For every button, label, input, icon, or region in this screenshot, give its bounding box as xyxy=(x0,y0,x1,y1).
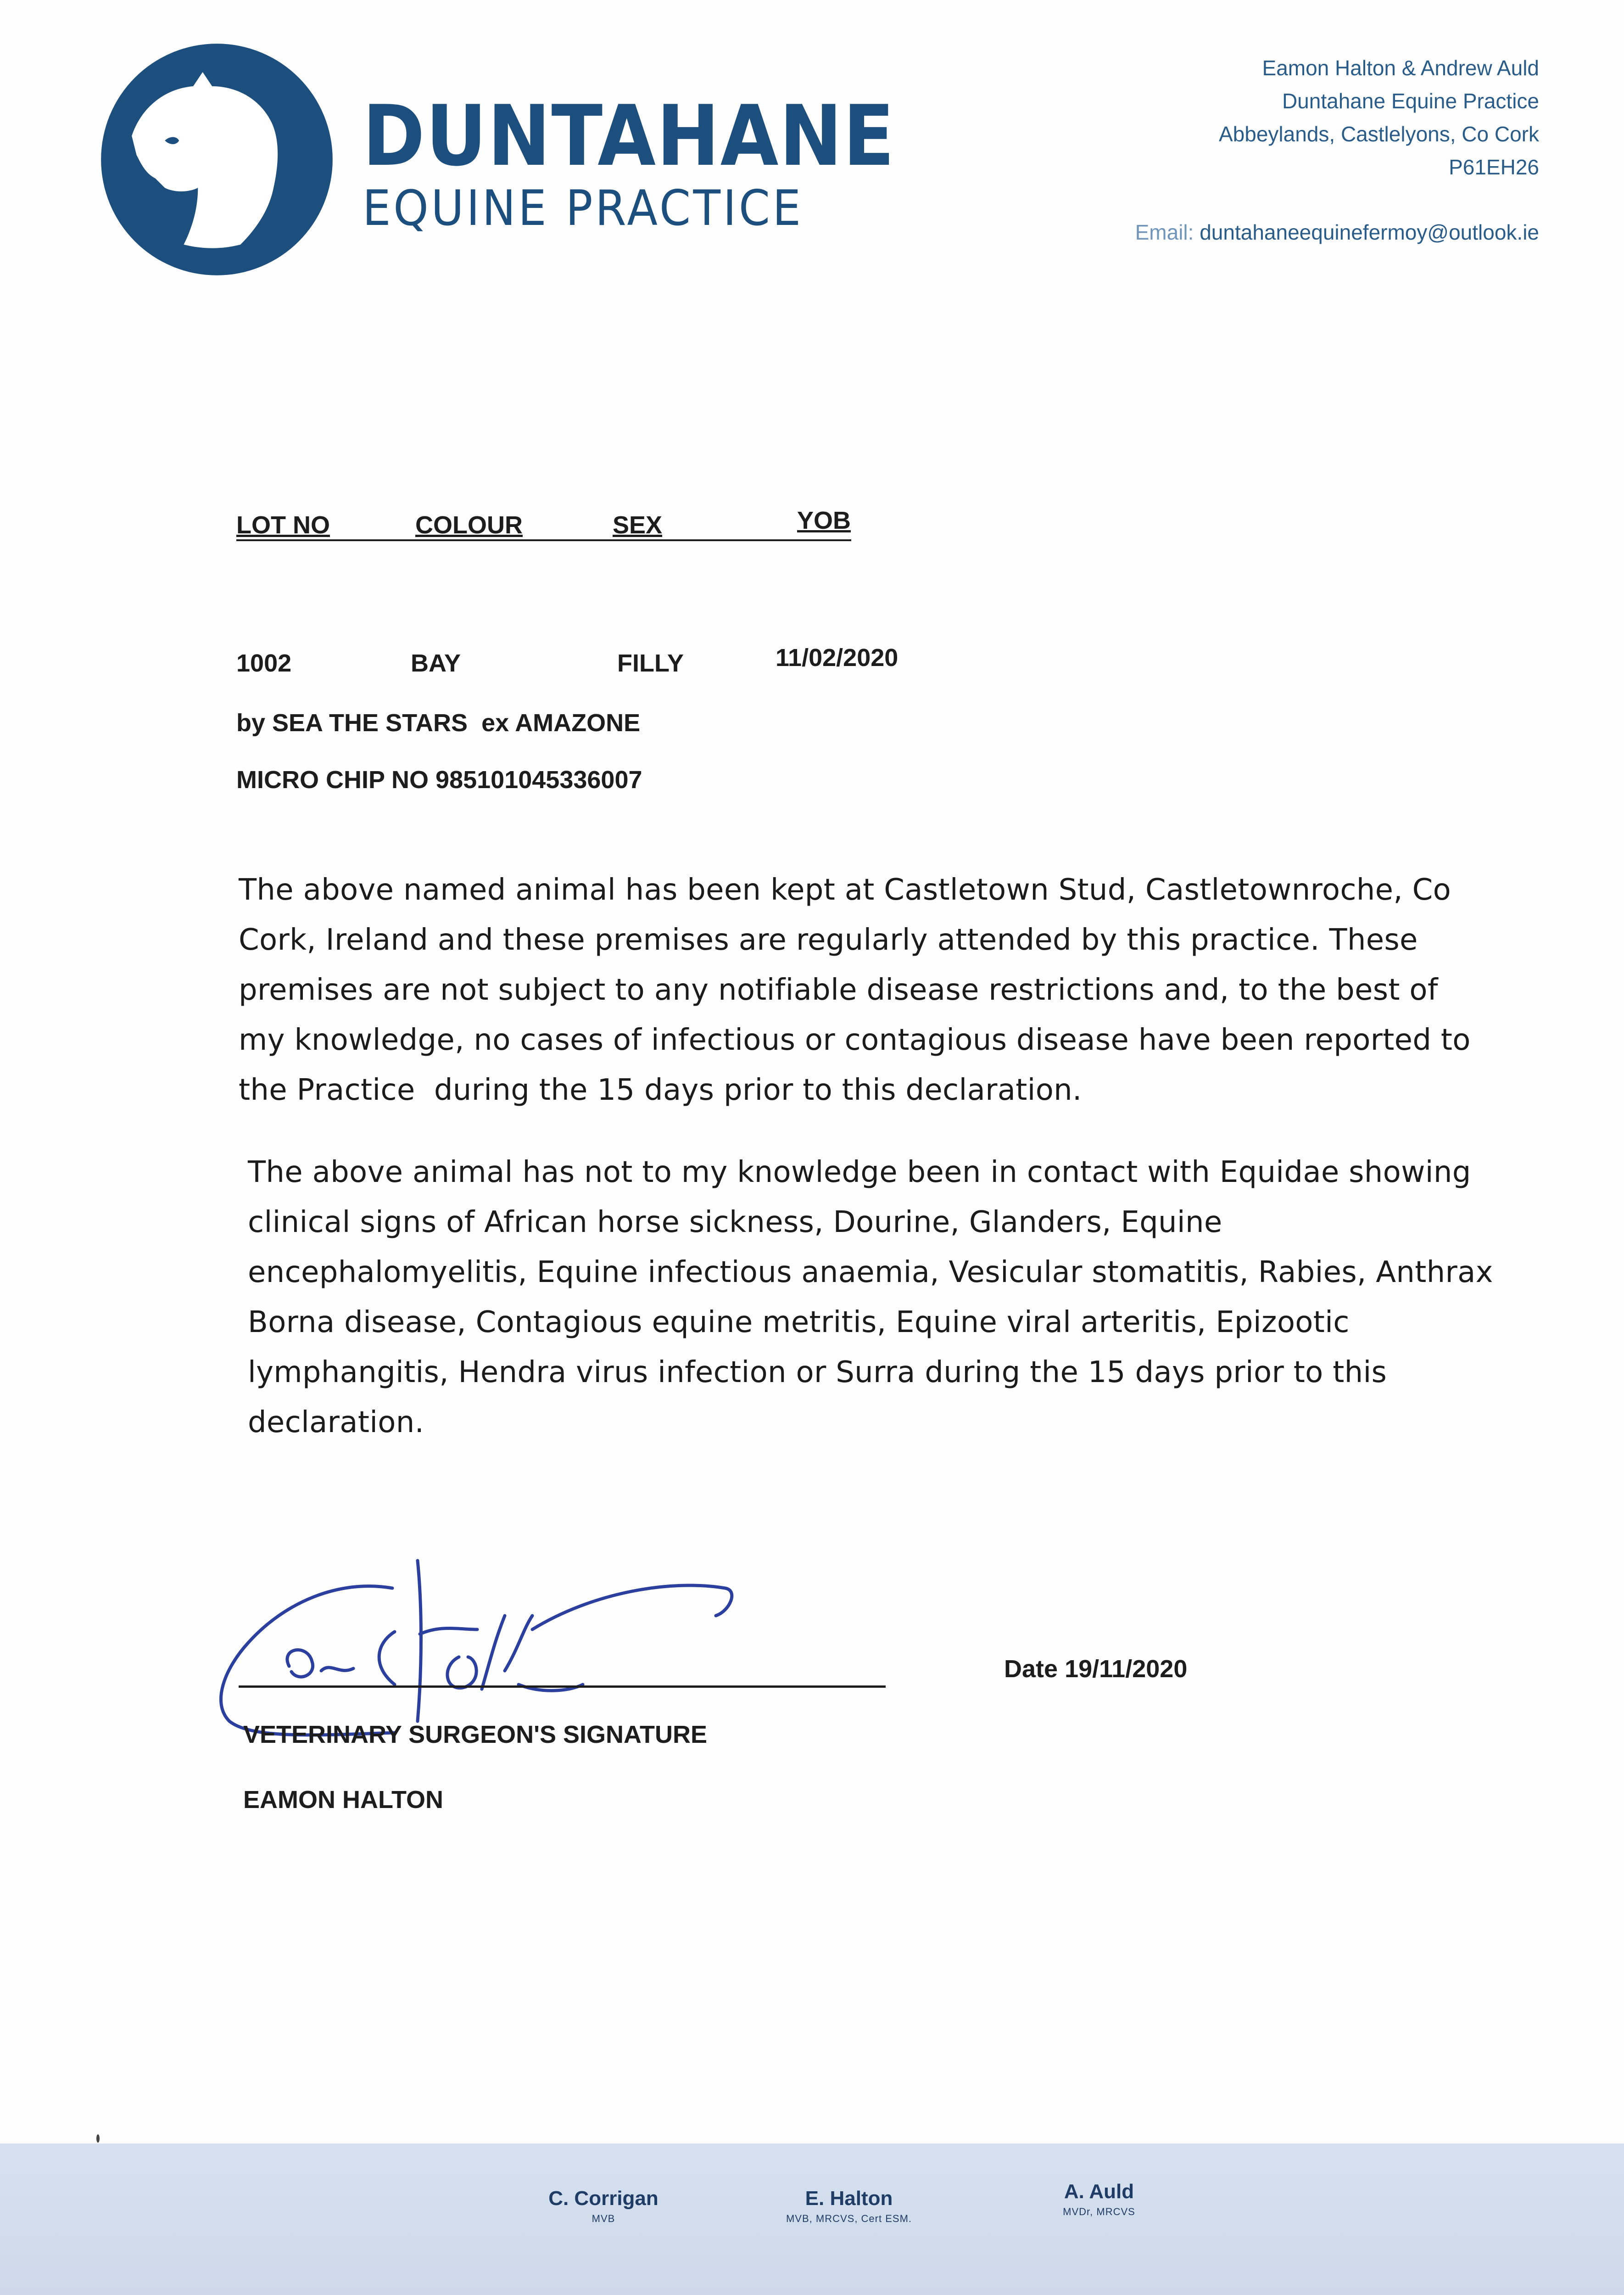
contact-practice: Duntahane Equine Practice xyxy=(1282,89,1539,113)
partner-name: E. Halton xyxy=(805,2187,893,2210)
practice-contact xyxy=(1135,51,1539,249)
vet-name: EAMON HALTON xyxy=(243,1786,443,1814)
header-colour: COLOUR xyxy=(415,511,523,539)
partner-corrigan xyxy=(507,2187,700,2225)
partner-name: A. Auld xyxy=(1064,2180,1134,2203)
partner-qualifications: MVB xyxy=(592,2213,615,2224)
email-address[interactable]: duntahaneequinefermoy@outlook.ie xyxy=(1200,220,1539,244)
date-label: Date xyxy=(1004,1655,1058,1683)
microchip-label: MICRO CHIP NO xyxy=(236,766,429,794)
header-yob: YOB xyxy=(797,507,851,534)
contact-partners: Eamon Halton & Andrew Auld xyxy=(1262,56,1539,80)
declaration-paragraph-premises: The above named animal has been kept at Castletown Stud, Castletownroche, Co Cork, Ireland and these premises are regularly attended by this practice. These premises are not subject to any notifiable disease restrictions and, to the best of my knowledge, no cases of infectious or contagious disease have been reported to the Practice during the 15 days prior to this declaration. xyxy=(239,873,1480,1107)
microchip-number: 985101045336007 xyxy=(435,766,642,794)
value-yob: 11/02/2020 xyxy=(776,644,899,672)
email-label: Email: xyxy=(1135,220,1194,244)
partner-halton xyxy=(753,2187,945,2225)
microchip-row xyxy=(236,766,971,794)
partners-footer xyxy=(0,2144,1624,2295)
pedigree: by SEA THE STARS ex AMAZONE xyxy=(236,709,641,737)
partner-name: C. Corrigan xyxy=(548,2187,659,2210)
contact-email-row xyxy=(1135,216,1539,249)
brand xyxy=(363,87,954,236)
signature-label: VETERINARY SURGEON'S SIGNATURE xyxy=(243,1721,707,1748)
brand-name: DUNTAHANE xyxy=(363,87,895,185)
partner-qualifications: MVB, MRCVS, Cert ESM. xyxy=(786,2213,912,2224)
value-sex: FILLY xyxy=(617,649,684,677)
horse-head-logo-icon xyxy=(99,41,335,278)
header-sex: SEX xyxy=(613,511,663,539)
date-value: 19/11/2020 xyxy=(1065,1655,1188,1683)
header-lot-no: LOT NO xyxy=(236,511,330,539)
value-lot-no: 1002 xyxy=(236,649,292,677)
scan-mark xyxy=(96,2134,100,2143)
declaration-date xyxy=(1004,1655,1187,1683)
details-header-row xyxy=(236,498,851,541)
signature-line xyxy=(239,1685,886,1688)
details-value-row xyxy=(236,644,971,681)
partner-auld xyxy=(1003,2180,1195,2218)
contact-eircode: P61EH26 xyxy=(1449,155,1539,179)
contact-address: Abbeylands, Castlelyons, Co Cork xyxy=(1219,122,1539,146)
partner-qualifications: MVDr, MRCVS xyxy=(1063,2206,1135,2217)
horse-details xyxy=(236,498,971,794)
value-colour: BAY xyxy=(411,649,461,677)
declaration-paragraph-contact: The above animal has not to my knowledge been in contact with Equidae showing clinical signs of African horse sickness, Dourine, Glanders, Equine encephalomyelitis, Equine infectious anaemia, Vesicular stomatitis, Rabies, Anthrax Borna disease, Contagious equine metritis, Equine viral arteritis, Epizootic lymphangitis, Hendra virus infection or Surra during the 15 days prior to this declaration. xyxy=(248,1155,1493,1439)
brand-subtitle: EQUINE PRACTICE xyxy=(363,180,804,236)
